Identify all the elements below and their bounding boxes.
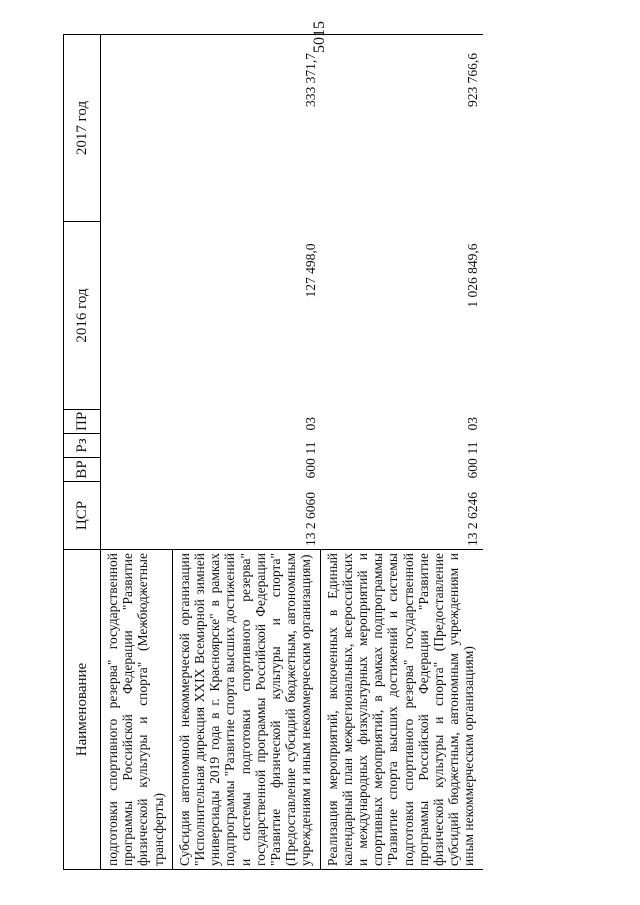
table-row (101, 35, 173, 870)
row-vr: 600 (302, 458, 318, 479)
row-2017 (101, 35, 173, 222)
header-2016: 2016 год (64, 222, 101, 410)
page-number: 5015 (311, 21, 328, 53)
header-rz: Рз (64, 434, 101, 458)
row-2016: 127 498,0 (302, 243, 318, 298)
row-pr (101, 410, 173, 434)
row-csr (101, 482, 173, 550)
row-pr: 03 (465, 417, 481, 431)
table-header-row (64, 35, 101, 870)
row-2017: 333 371,7 (172, 35, 320, 222)
row-rz: 11 (302, 441, 318, 455)
table-row (320, 35, 483, 870)
row-name-cell (320, 550, 483, 870)
table-row (172, 35, 320, 870)
row-name-text: Реализация мероприятий, включенных в Единый календарный план межрегиональных, всероссийских и международных физкультурных мероприятий и спортивных мероприятий, в рамках подпрограммы "Развитие спорта высших достижений и системы подготовки спортивного резерва" государственной программы Российской Федерации "Развитие физической культуры и спорта" (Предоставление субсидий бюджетным, автономным учреждениям и иным некоммерческим организациям) (324, 553, 477, 866)
header-2017: 2017 год (64, 35, 101, 222)
row-vr (101, 458, 173, 482)
row-rz (101, 434, 173, 458)
row-csr: 13 2 6246 (465, 492, 481, 546)
header-name: Наименование (64, 550, 101, 870)
row-2016: 1 026 849,6 (465, 243, 481, 308)
header-csr: ЦСР (64, 482, 101, 550)
row-vr: 600 (465, 458, 481, 479)
row-pr: 03 (302, 417, 318, 431)
row-2017: 923 766,6 (320, 35, 483, 222)
header-vr: ВР (64, 458, 101, 482)
budget-table (63, 34, 483, 870)
row-csr: 13 2 6060 (302, 492, 318, 546)
row-rz: 11 (465, 441, 481, 455)
row-2016 (101, 222, 173, 410)
header-pr: ПР (64, 410, 101, 434)
row-name-cell (101, 550, 173, 870)
row-name-text: Субсидия автономной некоммерческой организации "Исполнительная дирекция XXIX Всемирной зимней универсиады 2019 года в г. Красноярске" в рамках подпрограммы "Развитие спорта высших достижений и системы подготовки спортивного резерва" государственной программы Российской Федерации "Развитие физической культуры и спорта" (Предоставление субсидий бюджетным, автономным учреждениям и иным некоммерческим организациям) (176, 553, 314, 866)
row-name-text: подготовки спортивного резерва" государственной программы Российской Федерации "Развитие физической культуры и спорта" (Межбюджетные трансферты) (105, 553, 166, 866)
budget-table-sheet (63, 35, 608, 870)
row-name-cell (172, 550, 320, 870)
